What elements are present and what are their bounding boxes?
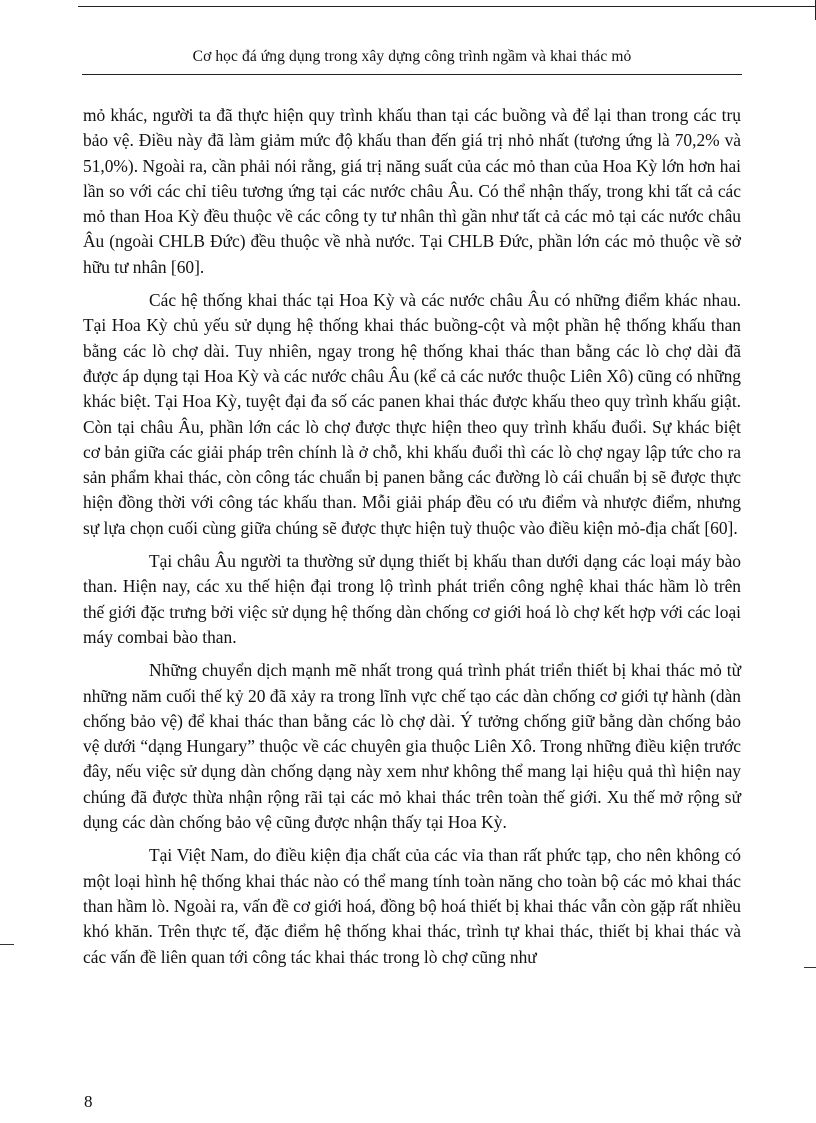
margin-mark-left: [0, 944, 14, 945]
margin-mark-right: [804, 967, 816, 968]
header-rule: [82, 74, 742, 75]
page-number: 8: [84, 1092, 93, 1111]
paragraph-2: Các hệ thống khai thác tại Hoa Kỳ và các nước châu Âu có những điểm khác nhau. Tại Hoa Kỳ chủ yếu sử dụng hệ thống khai thác buồng-cột và một phần hệ thống khấu than bằng các lò chợ dài. Tuy nhiên, ngay trong hệ thống khai thác than bằng các lò chợ dài đã được áp dụng tại Hoa Kỳ và các nước châu Âu (kể cả các nước thuộc Liên Xô) cũng có những khác biệt. Tại Hoa Kỳ, tuyệt đại đa số các panen khai thác được khấu theo quy trình khấu giật. Còn tại châu Âu, phần lớn các lò chợ được thực hiện theo quy trình khấu đuổi. Sự khác biệt cơ bản giữa các giải pháp trên chính là ở chỗ, khi khấu đuổi thì các lò chợ ngay lập tức cho ra sản phẩm khai thác, còn công tác chuẩn bị panen bằng các đường lò cái chuẩn bị sẽ được thực hiện đồng thời với công tác khấu than. Mỗi giải pháp đều có ưu điểm và nhược điểm, nhưng sự lựa chọn cuối cùng giữa chúng sẽ được thực hiện tuỳ thuộc vào điều kiện mỏ-địa chất [60].: [83, 290, 741, 538]
running-header: Cơ học đá ứng dụng trong xây dựng công trình ngầm và khai thác mỏ: [192, 48, 632, 65]
paragraph-3: Tại châu Âu người ta thường sử dụng thiết bị khấu than dưới dạng các loại máy bào than. Hiện nay, các xu thế hiện đại trong lộ trình phát triển công nghệ khai thác hầm lò trên thế giới đặc trưng bởi việc sử dụng hệ thống dàn chống cơ giới hoá lò chợ kết hợp với các loại máy combai bào than.: [83, 551, 741, 647]
body-text: [83, 103, 741, 978]
scan-edge-top: [78, 6, 816, 7]
paragraph-5: Tại Việt Nam, do điều kiện địa chất của các vỉa than rất phức tạp, cho nên không có một loại hình hệ thống khai thác nào có thể mang tính toàn năng cho toàn bộ các mỏ khai thác than hầm lò. Ngoài ra, vấn đề cơ giới hoá, đồng bộ hoá thiết bị khai thác vẫn còn gặp rất nhiều khó khăn. Trên thực tế, đặc điểm hệ thống khai thác, trình tự khai thác, thiết bị khai thác và các vấn đề liên quan tới công tác khai thác trong lò chợ cũng như: [83, 845, 741, 967]
paragraph-4: Những chuyển dịch mạnh mẽ nhất trong quá trình phát triển thiết bị khai thác mỏ từ những năm cuối thế kỷ 20 đã xảy ra trong lĩnh vực chế tạo các dàn chống cơ giới tự hành (dàn chống bảo vệ) để khai thác than bằng các lò chợ dài. Ý tưởng chống giữ bằng dàn chống bảo vệ dưới “dạng Hungary” thuộc về các chuyên gia thuộc Liên Xô. Trong những điều kiện trước đây, nếu việc sử dụng dàn chống dạng này xem như không thể mang lại hiệu quả thì hiện nay chúng đã được thừa nhận rộng rãi tại các mỏ khai thác trên toàn thế giới. Xu thế mở rộng sử dụng các dàn chống bảo vệ cũng được nhận thấy tại Hoa Kỳ.: [83, 660, 741, 833]
paragraph-1: mỏ khác, người ta đã thực hiện quy trình khấu than tại các buồng và để lại than trong các trụ bảo vệ. Điều này đã làm giảm mức độ khấu than đến giá trị nhỏ nhất (tương ứng là 70,2% và 51,0%). Ngoài ra, cần phải nói rằng, giá trị năng suất của các mỏ than của Hoa Kỳ lớn hơn hai lần so với các chỉ tiêu tương ứng tại các nước châu Âu. Có thể nhận thấy, trong khi tất cả các mỏ than Hoa Kỳ đều thuộc về các công ty tư nhân thì gần như tất cả các mỏ tại các nước châu Âu (ngoài CHLB Đức) đều thuộc về nhà nước. Tại CHLB Đức, phần lớn các mỏ thuộc về sở hữu tư nhân [60].: [83, 105, 741, 277]
